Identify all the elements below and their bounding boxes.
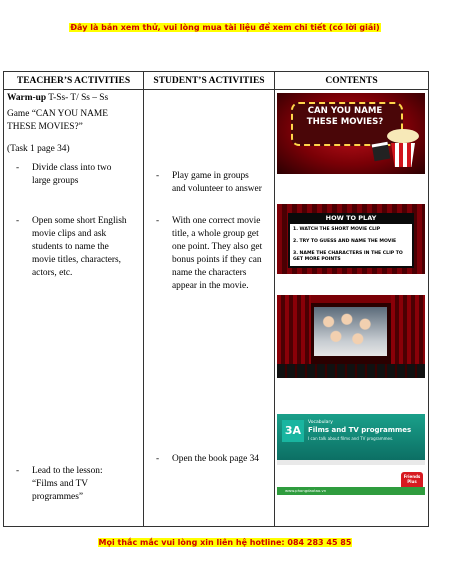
- lesson-category: Vocabulary: [308, 420, 333, 425]
- preview-banner-text: Đây là bản xem thử, vui lòng mua tài liệu để xem chi tiết (có lời giải): [70, 23, 380, 32]
- divider-bar: [277, 460, 425, 465]
- student-cell: - Play game in groups and volunteer to answer - With one correct movie title, a whole group get one point. They also get bonus points if they can name the characters appear in the movie. - Open the book page 34: [144, 90, 275, 527]
- slide1-title: CAN YOU NAME THESE MOVIES?: [306, 106, 384, 127]
- theater-seats: [277, 364, 425, 378]
- table-row: [4, 90, 429, 527]
- warmup-label: Warm-up: [7, 93, 47, 103]
- lesson-objective: I can talk about films and TV programmes.: [308, 436, 394, 441]
- slide-book-cover: [277, 414, 425, 495]
- warmup-line: [7, 92, 139, 105]
- task-reference: (Task 1 page 34): [7, 144, 70, 154]
- unit-badge: 3A: [282, 420, 304, 442]
- popcorn-icon: [387, 129, 419, 143]
- clapperboard-icon: [372, 142, 391, 162]
- header-contents: CONTENTS: [275, 72, 429, 90]
- header-student: STUDENT’S ACTIVITIES: [144, 72, 275, 90]
- lesson-plan-table: [3, 71, 429, 527]
- slide-movie-clip: [277, 295, 425, 378]
- rule-item: 3. NAME THE CHARACTERS IN THE CLIP TO GET MORE POINTS: [293, 251, 403, 262]
- rules-board: [288, 213, 414, 268]
- slide-how-to-play: [277, 204, 425, 274]
- rules-list: [290, 224, 412, 266]
- rule-item: 2. TRY TO GUESS AND NAME THE MOVIE: [293, 239, 397, 244]
- preview-banner: [0, 23, 450, 32]
- hotline-banner: [0, 538, 450, 547]
- slide2-heading: HOW TO PLAY: [325, 214, 377, 222]
- footer-website: www.phongdaotao.vn: [285, 488, 327, 493]
- movie-still-image: [314, 307, 387, 356]
- slide-can-you-name-these-movies: [277, 93, 425, 174]
- contents-cell: [275, 90, 429, 527]
- rule-item: 1. WATCH THE SHORT MOVIE CLIP: [293, 227, 381, 232]
- lesson-title: Films and TV programmes: [308, 426, 412, 434]
- warmup-grouping: T-Ss- T/ Ss – Ss: [46, 93, 109, 103]
- table-header-row: [4, 72, 429, 90]
- teacher-cell: Warm-up T-Ss- T/ Ss – Ss Game “CAN YOU NAME THESE MOVIES?” (Task 1 page 34) - Divide class into two large groups - Open some short English movie clips and ask students to name the movie titles, characters, actors, etc. - Lead to the lesson: “Films and TV programmes”: [4, 90, 144, 527]
- header-teacher: TEACHER’S ACTIVITIES: [4, 72, 144, 90]
- hotline-banner-text: Mọi thắc mắc vui lòng xin liên hệ hotline: 084 283 45 85: [98, 538, 352, 547]
- game-title: Game “CAN YOU NAME THESE MOVIES?”: [7, 109, 108, 132]
- friends-plus-logo: Friends Plus: [401, 472, 423, 490]
